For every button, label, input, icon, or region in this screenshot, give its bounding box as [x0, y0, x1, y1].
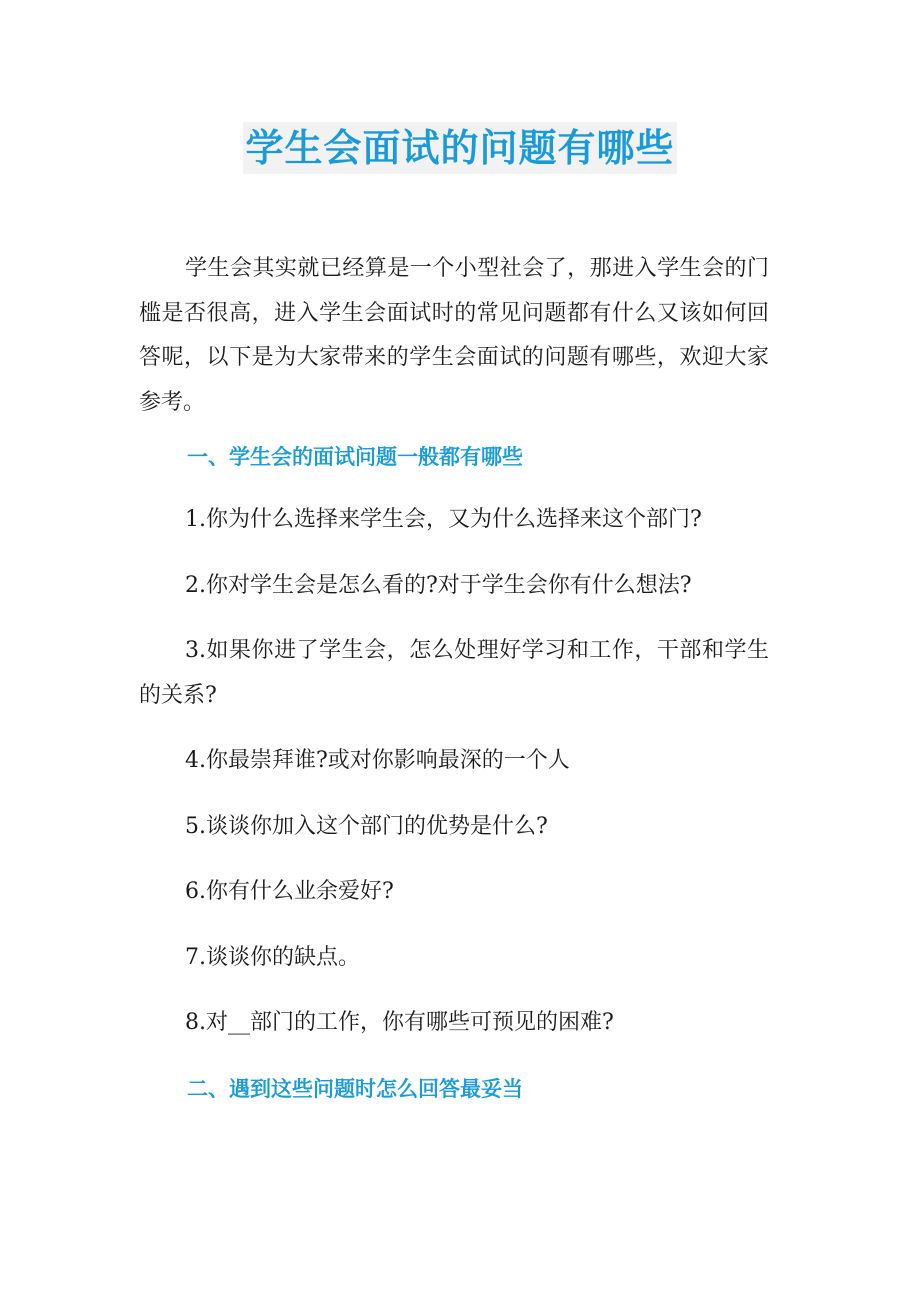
document-body: [139, 247, 769, 1109]
intro-paragraph: 学生会其实就已经算是一个小型社会了，那进入学生会的门槛是否很高，进入学生会面试时的常见问题都有什么又该如何回答呢，以下是为大家带来的学生会面试的问题有哪些，欢迎大家参考。: [139, 256, 769, 415]
question-item-1: 1.你为什么选择来学生会，又为什么选择来这个部门?: [185, 507, 702, 532]
section-heading-1: 一、学生会的面试问题一般都有哪些: [187, 445, 523, 469]
question-item-5: 5.谈谈你加入这个部门的优势是什么?: [185, 813, 548, 839]
question-item-6: 6.你有什么业余爱好?: [185, 879, 394, 904]
document-title: 学生会面试的问题有哪些: [243, 122, 676, 174]
question-item-2: 2.你对学生会是怎么看的?对于学生会你有什么想法?: [185, 572, 692, 598]
question-item-4: 4.你最崇拜谁?或对你影响最深的一个人: [185, 748, 570, 773]
question-item-3: 3.如果你进了学生会，怎么处理好学习和工作，干部和学生的关系?: [139, 638, 769, 708]
question-item-7: 7.谈谈你的缺点。: [185, 944, 360, 970]
question-item-8: 8.对__部门的工作，你有哪些可预见的困难?: [185, 1010, 614, 1035]
section-heading-2: 二、遇到这些问题时怎么回答最妥当: [187, 1076, 523, 1101]
title-container: [0, 122, 920, 174]
